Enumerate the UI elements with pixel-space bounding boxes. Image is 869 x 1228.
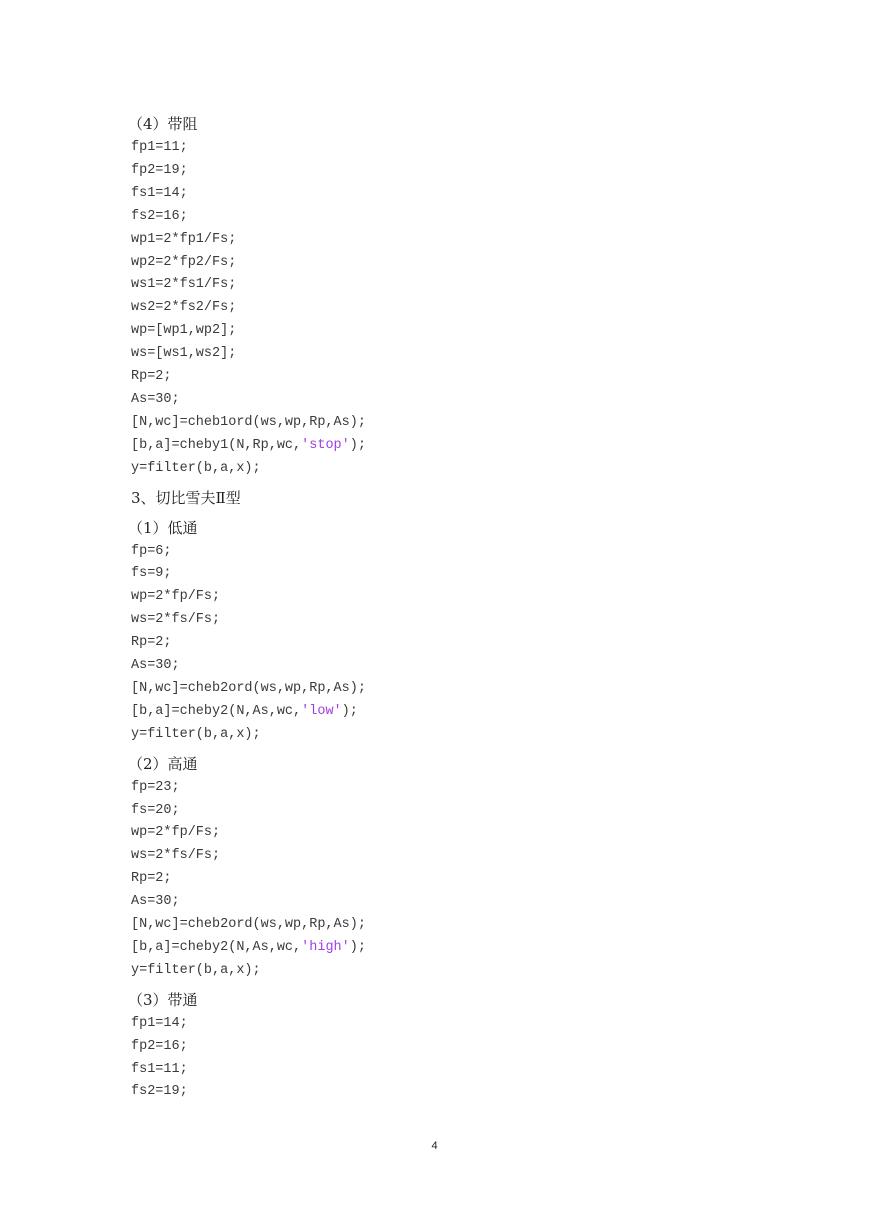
code-text: wp=2*fp/Fs; <box>131 825 221 841</box>
code-line <box>131 186 188 201</box>
code-text: ws=2*fs/Fs; <box>131 612 221 628</box>
code-text: Rp=2; <box>131 369 172 384</box>
code-line <box>131 704 358 719</box>
code-line <box>131 871 172 886</box>
code-text: fs1=14; <box>131 185 188 201</box>
code-text: [b,a]=cheby2(N,As,wc, <box>131 939 302 955</box>
code-text: Rp=2; <box>131 635 172 651</box>
code-text: fp=6; <box>131 543 172 559</box>
code-text: wp=[wp1,wp2]; <box>131 323 237 339</box>
section-heading: 3、切比雪夫Ⅱ型 <box>131 488 241 507</box>
code-line <box>131 612 220 627</box>
code-text: As=30; <box>131 391 180 407</box>
code-line <box>131 727 261 742</box>
code-line <box>131 346 236 361</box>
code-string-literal: 'low' <box>301 703 342 719</box>
code-text-tail: ); <box>349 939 366 955</box>
code-line <box>131 1062 188 1077</box>
code-text: wp1=2*fp1/Fs; <box>131 231 237 247</box>
code-text: As=30; <box>131 894 180 910</box>
code-text: [N,wc]=cheb1ord(ws,wp,Rp,As); <box>131 414 366 430</box>
subsection-heading: （2）高通 <box>128 754 198 773</box>
code-line <box>131 825 220 840</box>
code-line <box>131 894 180 909</box>
code-text: wp=2*fp/Fs; <box>131 589 221 605</box>
code-line <box>131 917 366 932</box>
code-text: fp1=14; <box>131 1015 188 1031</box>
code-text: [N,wc]=cheb2ord(ws,wp,Rp,As); <box>131 680 366 696</box>
code-text: y=filter(b,a,x); <box>131 460 261 476</box>
code-text: fp2=19; <box>131 162 188 178</box>
code-text: [b,a]=cheby2(N,As,wc, <box>131 703 302 719</box>
code-text: y=filter(b,a,x); <box>131 962 261 978</box>
code-text: [b,a]=cheby1(N,Rp,wc, <box>131 437 302 453</box>
code-line <box>131 589 220 604</box>
code-text: fs=9; <box>131 566 172 582</box>
code-line <box>131 1039 188 1054</box>
code-line <box>131 940 366 955</box>
code-line <box>131 163 188 178</box>
code-line <box>131 635 172 650</box>
code-text: [N,wc]=cheb2ord(ws,wp,Rp,As); <box>131 917 366 932</box>
code-line <box>131 780 180 795</box>
code-text: As=30; <box>131 658 180 673</box>
code-line <box>131 255 236 270</box>
page-number: 4 <box>431 1140 438 1152</box>
code-line <box>131 277 236 292</box>
code-text: fs2=16; <box>131 208 188 224</box>
code-line <box>131 140 188 155</box>
code-text: fs2=19; <box>131 1084 188 1100</box>
code-text: fp=23; <box>131 779 180 795</box>
code-text: wp2=2*fp2/Fs; <box>131 254 237 270</box>
code-line <box>131 461 261 476</box>
code-text: fp1=11; <box>131 140 188 155</box>
code-text-tail: ); <box>341 703 358 719</box>
code-line <box>131 544 172 559</box>
code-line <box>131 1016 188 1031</box>
code-text: fp2=16; <box>131 1038 188 1054</box>
code-string-literal: 'high' <box>301 939 350 955</box>
code-text: ws=2*fs/Fs; <box>131 848 221 864</box>
code-line <box>131 658 180 673</box>
code-line <box>131 803 180 818</box>
code-line <box>131 566 172 581</box>
subsection-heading: （3）带通 <box>128 990 198 1009</box>
code-text-tail: ); <box>349 437 366 453</box>
subsection-heading: （1）低通 <box>128 518 198 537</box>
code-text: fs=20; <box>131 802 180 818</box>
code-line <box>131 209 188 224</box>
code-line <box>131 681 366 696</box>
subsection-heading: （4）带阻 <box>128 115 198 133</box>
code-line <box>131 1084 188 1099</box>
code-line <box>131 963 261 978</box>
code-line <box>131 848 220 863</box>
code-text: Rp=2; <box>131 871 172 887</box>
code-string-literal: 'stop' <box>301 437 350 453</box>
code-text: ws1=2*fs1/Fs; <box>131 277 237 293</box>
code-text: ws2=2*fs2/Fs; <box>131 300 237 316</box>
code-line <box>131 438 366 453</box>
code-text: fs1=11; <box>131 1061 188 1077</box>
code-line <box>131 369 172 384</box>
code-line <box>131 415 366 430</box>
code-line <box>131 392 180 407</box>
code-line <box>131 323 236 338</box>
code-line <box>131 232 236 247</box>
code-line <box>131 300 236 315</box>
code-text: y=filter(b,a,x); <box>131 726 261 742</box>
code-text: ws=[ws1,ws2]; <box>131 346 237 362</box>
